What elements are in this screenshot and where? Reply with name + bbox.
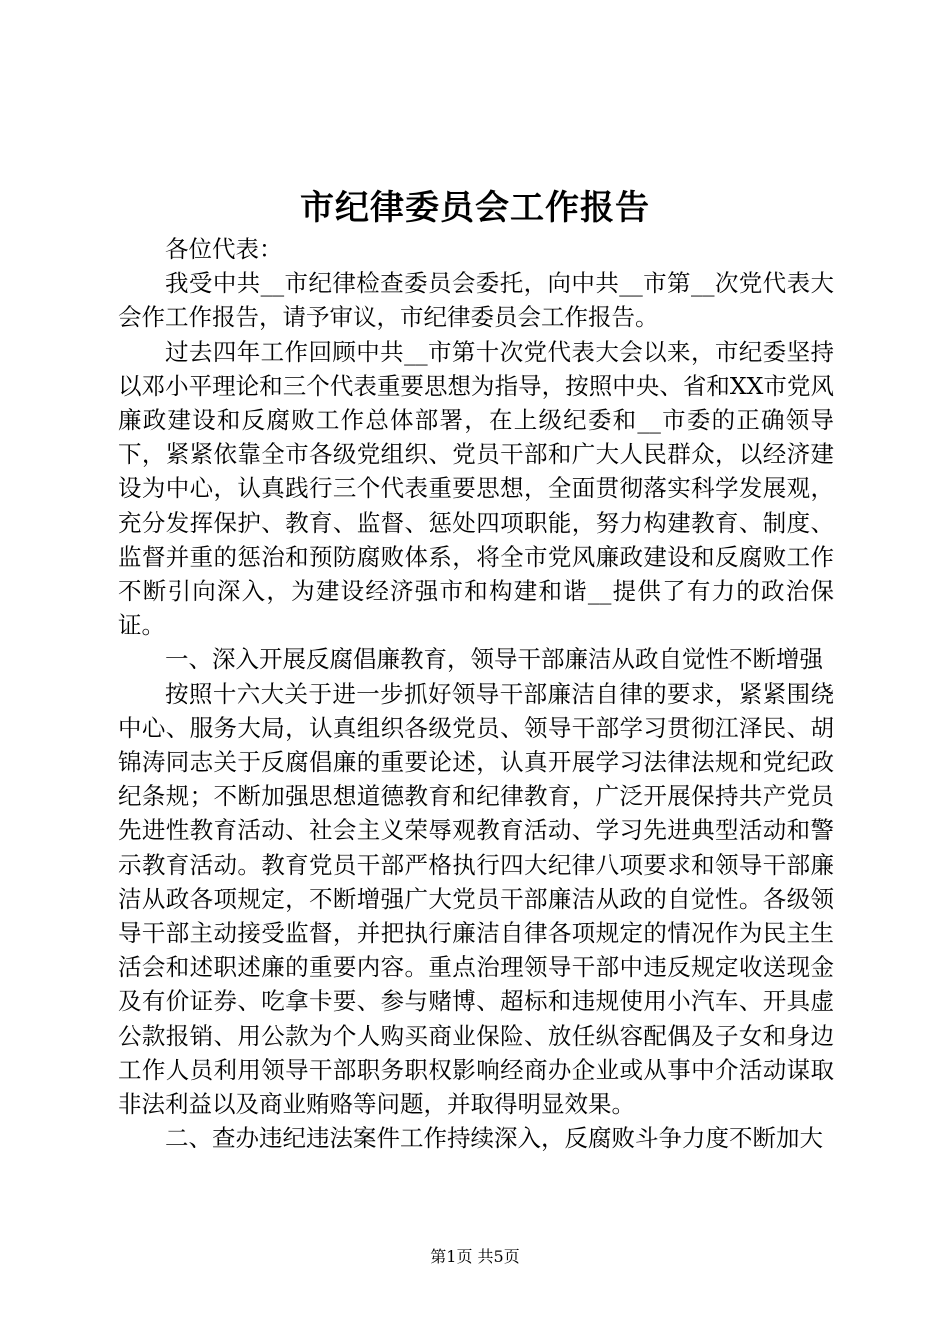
paragraph-review: 过去四年工作回顾中共__市第十次党代表大会以来，市纪委坚持以邓小平理论和三个代表重要思想为指导，按照中央、省和XX市党风廉政建设和反腐败工作总体部署，在上级纪委和__市委的正确领导下，紧紧依靠全市各级党组织、党员干部和广大人民群众，以经济建设为中心，认真践行三个代表重要思想，全面贯彻落实科学发展观，充分发挥保护、教育、监督、惩处四项职能，努力构建教育、制度、监督并重的惩治和预防腐败体系，将全市党风廉政建设和反腐败工作不断引向深入，为建设经济强市和构建和谐__提供了有力的政治保证。 [118,337,834,640]
page-number-footer: 第1页 共5页 [430,1247,520,1266]
section-heading-1: 一、深入开展反腐倡廉教育，领导干部廉洁从政自觉性不断增强 [165,645,823,674]
document-title: 市纪律委员会工作报告 [300,188,650,228]
section-heading-2: 二、查办违纪违法案件工作持续深入，反腐败斗争力度不断加大 [165,1124,823,1153]
paragraph-intro: 我受中共__市纪律检查委员会委托，向中共__市第__次党代表大会作工作报告，请予审议，市纪律委员会工作报告。 [118,269,834,332]
document-body [118,232,834,1155]
paragraph-section-1: 按照十六大关于进一步抓好领导干部廉洁自律的要求，紧紧围绕中心、服务大局，认真组织各级党员、领导干部学习贯彻江泽民、胡锦涛同志关于反腐倡廉的重要论述，认真开展学习法律法规和党纪政纪条规；不断加强思想道德教育和纪律教育，广泛开展保持共产党员先进性教育活动、社会主义荣辱观教育活动、学习先进典型活动和警示教育活动。教育党员干部严格执行四大纪律八项要求和领导干部廉洁从政各项规定，不断增强广大党员干部廉洁从政的自觉性。各级领导干部主动接受监督，并把执行廉洁自律各项规定的情况作为民主生活会和述职述廉的重要内容。重点治理领导干部中违反规定收送现金及有价证券、吃拿卡要、参与赌博、超标和违规使用小汽车、开具虚公款报销、用公款为个人购买商业保险、放任纵容配偶及子女和身边工作人员利用领导干部职务职权影响经商办企业或从事中介活动谋取非法利益以及商业贿赂等问题，并取得明显效果。 [118,679,834,1119]
paragraph-salutation: 各位代表： [165,235,283,263]
